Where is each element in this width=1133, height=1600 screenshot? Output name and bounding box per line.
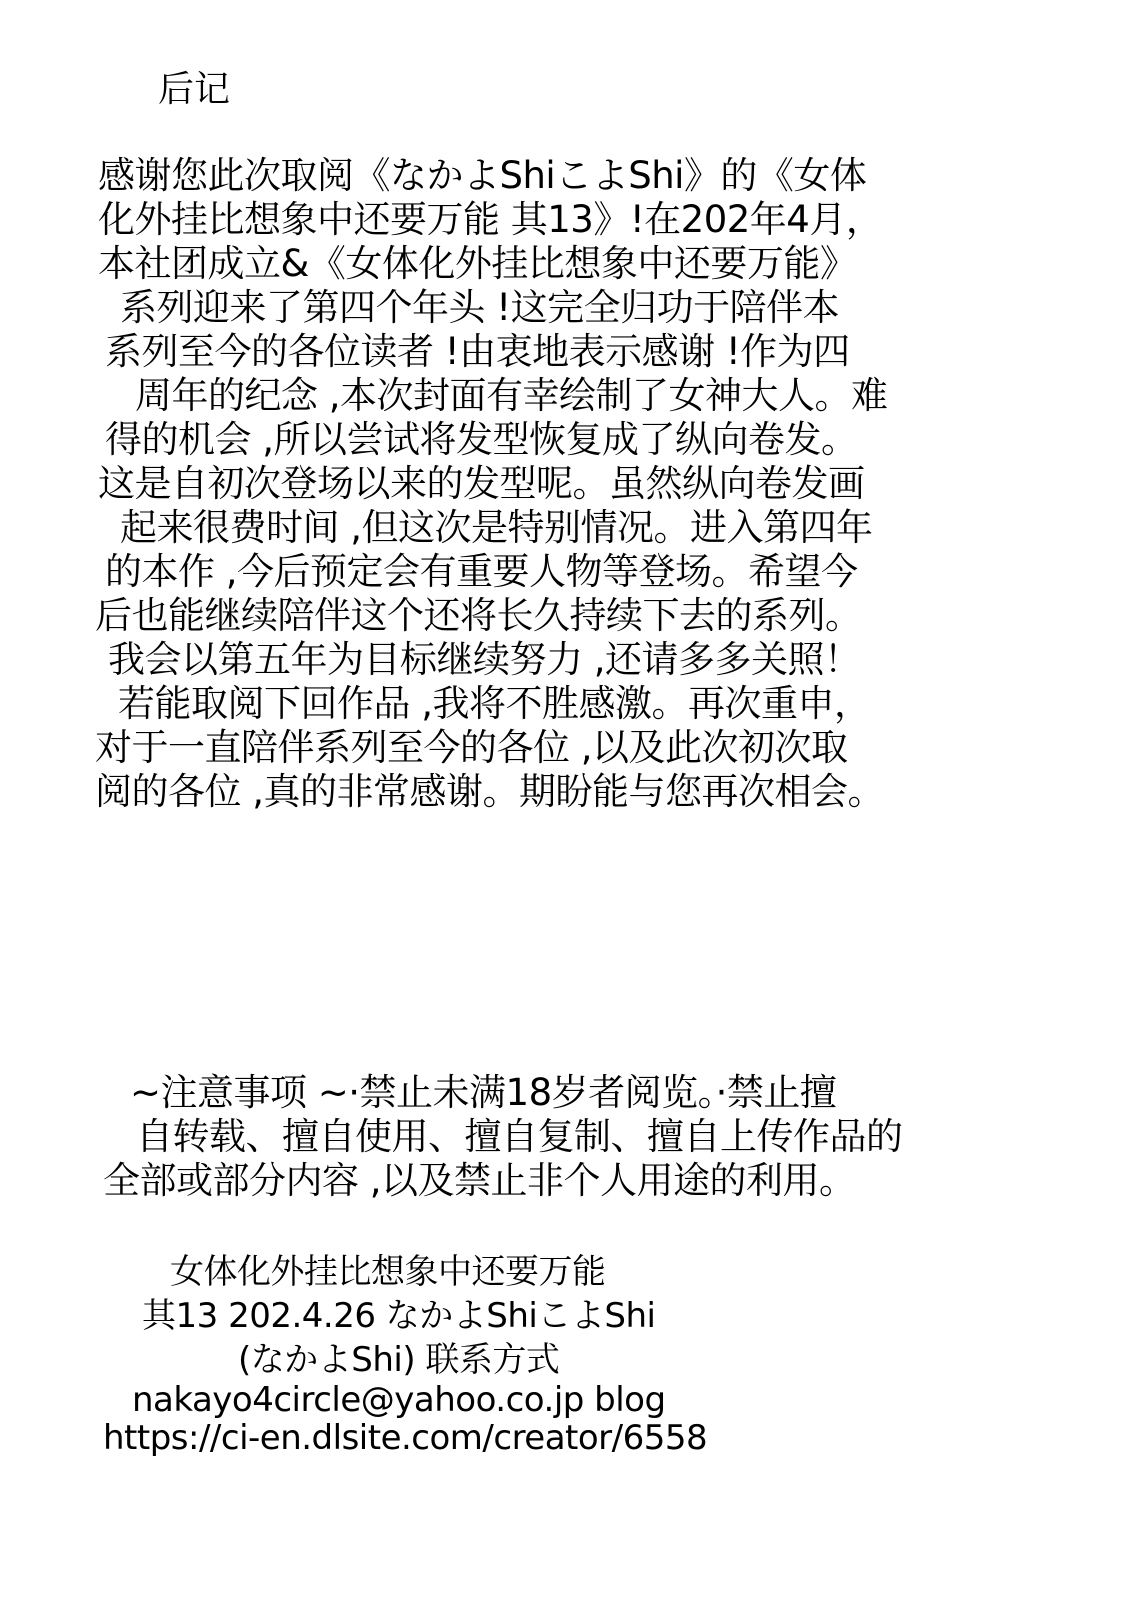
colophon-title: 女体化外挂比想象中还要万能 [170, 1252, 606, 1292]
paragraph-line: 化外挂比想象中还要万能 其13》!在202年4月， [98, 198, 883, 241]
paragraph-line: 起来很费时间 ,但这次是特别情况。进入第四年 [120, 506, 873, 549]
paragraph-line: 这是自初次登场以来的发型呢。虽然纵向卷发画 [98, 462, 865, 505]
colophon-line: (なかよShi) 联系方式 [238, 1340, 560, 1380]
paragraph-line: 对于一直陪伴系列至今的各位 ,以及此次初次取 [95, 726, 848, 769]
paragraph-line: 系列迎来了第四个年头 !这完全归功于陪伴本 [120, 286, 840, 329]
paragraph-line: 若能取阅下回作品 ,我将不胜感激。再次重申， [118, 682, 871, 725]
notice-line: 自转载、擅自使用、擅自复制、擅自上传作品的 [136, 1115, 903, 1158]
contact-email: nakayo4circle@yahoo.co.jp blog [132, 1380, 666, 1420]
notice-line: ~注意事项 ~·禁止未满18岁者阅览。·禁止擅 [130, 1071, 837, 1114]
paragraph-line: 系列至今的各位读者 !由衷地表示感谢 !作为四 [105, 330, 850, 373]
paragraph-line: 我会以第五年为目标继续努力 ,还请多多关照！ [108, 638, 861, 681]
paragraph-line: 感谢您此次取阅《なかよShiこよShi》的《女体 [98, 154, 867, 197]
paragraph-line: 周年的纪念 ,本次封面有幸绘制了女神大人。难 [135, 374, 888, 417]
colophon-line: 其13 202.4.26 なかよShiこよShi [142, 1296, 656, 1336]
paragraph-line: 得的机会 ,所以尝试将发型恢复成了纵向卷发。 [105, 418, 858, 461]
paragraph-line: 后也能继续陪伴这个还将长久持续下去的系列。 [95, 594, 862, 637]
paragraph-line: 的本作 ,今后预定会有重要人物等登场。希望今 [105, 550, 858, 593]
blog-url: https://ci-en.dlsite.com/creator/6558 [103, 1418, 708, 1458]
paragraph-line: 阅的各位 ,真的非常感谢。期盼能与您再次相会。 [95, 770, 885, 813]
afterword-heading: 后记 [158, 69, 231, 110]
notice-line: 全部或部分内容 ,以及禁止非个人用途的利用。 [103, 1159, 856, 1202]
paragraph-line: 本社团成立&《女体化外挂比想象中还要万能》 [98, 242, 857, 285]
